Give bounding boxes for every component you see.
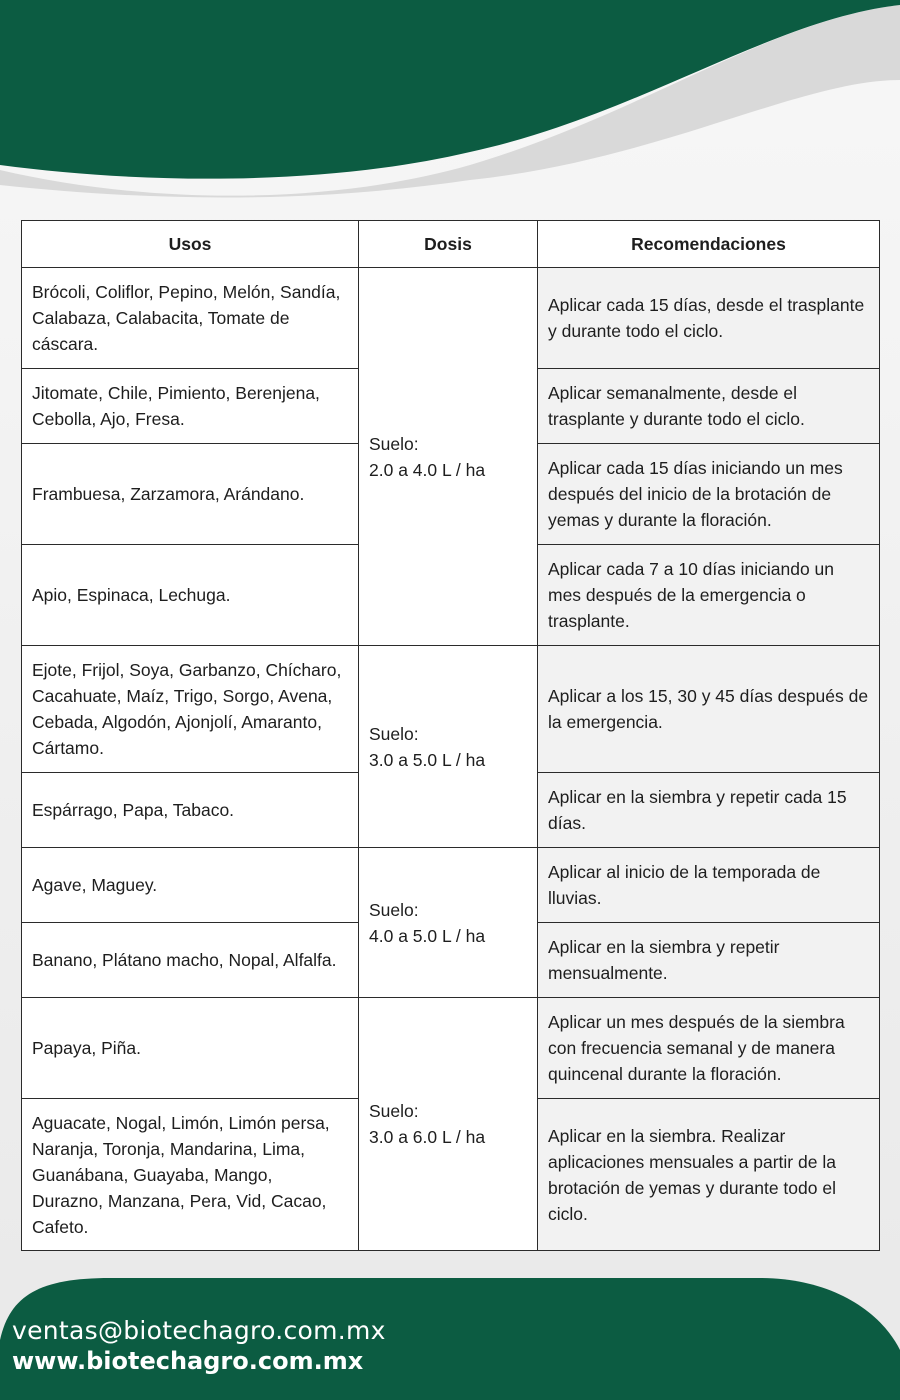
recommendation-cell: Aplicar cada 7 a 10 días iniciando un mes después de la emergencia o trasplante. [538,545,880,646]
table-row [22,268,880,369]
recommendation-cell: Aplicar en la siembra. Realizar aplicaciones mensuales a partir de la brotación de yemas y durante todo el ciclo. [538,1099,880,1251]
dose-cell [359,998,538,1251]
uses-cell: Espárrago, Papa, Tabaco. [22,773,359,848]
uses-cell: Aguacate, Nogal, Limón, Limón persa, Naranja, Toronja, Mandarina, Lima, Guanábana, Guayaba, Mango, Durazno, Manzana, Pera, Vid, Cacao, Cafeto. [22,1099,359,1251]
dose-cell [359,268,538,646]
dose-value: 2.0 a 4.0 L / ha [369,459,486,480]
footer-email[interactable]: ventas@biotechagro.com.mx [12,1316,386,1345]
recommendation-cell: Aplicar a los 15, 30 y 45 días después de la emergencia. [538,646,880,773]
dose-label: Suelo: [369,899,419,920]
recommendation-cell: Aplicar un mes después de la siembra con frecuencia semanal y de manera quincenal durante la floración. [538,998,880,1099]
uses-cell: Papaya, Piña. [22,998,359,1099]
dose-value: 3.0 a 5.0 L / ha [369,749,486,770]
header-wave-decoration [0,0,900,220]
recommendation-cell: Aplicar en la siembra y repetir cada 15 días. [538,773,880,848]
dose-label: Suelo: [369,1101,419,1121]
recommendation-cell: Aplicar cada 15 días, desde el trasplante y durante todo el ciclo. [538,268,880,369]
dose-cell [359,646,538,848]
column-header-uses: Usos [22,221,359,268]
dosage-table [21,220,880,1251]
uses-cell: Ejote, Frijol, Soya, Garbanzo, Chícharo, Cacahuate, Maíz, Trigo, Sorgo, Avena, Cebada, Algodón, Ajonjolí, Amaranto, Cártamo. [22,646,359,773]
dosage-table-container [21,220,879,1251]
uses-cell: Brócoli, Coliflor, Pepino, Melón, Sandía, Calabaza, Calabacita, Tomate de cáscara. [22,268,359,369]
uses-cell: Apio, Espinaca, Lechuga. [22,545,359,646]
recommendation-cell: Aplicar cada 15 días iniciando un mes después del inicio de la brotación de yemas y durante la floración. [538,444,880,545]
dose-cell [359,848,538,998]
column-header-dose: Dosis [359,221,538,268]
dose-value: 4.0 a 5.0 L / ha [369,925,486,946]
uses-cell: Jitomate, Chile, Pimiento, Berenjena, Cebolla, Ajo, Fresa. [22,369,359,444]
dose-label: Suelo: [369,433,419,454]
dose-label: Suelo: [369,723,419,744]
table-row [22,998,880,1099]
table-header-row [22,221,880,268]
uses-cell: Agave, Maguey. [22,848,359,923]
uses-cell: Frambuesa, Zarzamora, Arándano. [22,444,359,545]
table-row [22,848,880,923]
table-row [22,646,880,773]
recommendation-cell: Aplicar al inicio de la temporada de lluvias. [538,848,880,923]
uses-cell: Banano, Plátano macho, Nopal, Alfalfa. [22,923,359,998]
recommendation-cell: Aplicar semanalmente, desde el trasplante y durante todo el ciclo. [538,369,880,444]
column-header-recommendations: Recomendaciones [538,221,880,268]
recommendation-cell: Aplicar en la siembra y repetir mensualmente. [538,923,880,998]
dose-value: 3.0 a 6.0 L / ha [369,1127,486,1147]
footer-website[interactable]: www.biotechagro.com.mx [12,1347,364,1375]
